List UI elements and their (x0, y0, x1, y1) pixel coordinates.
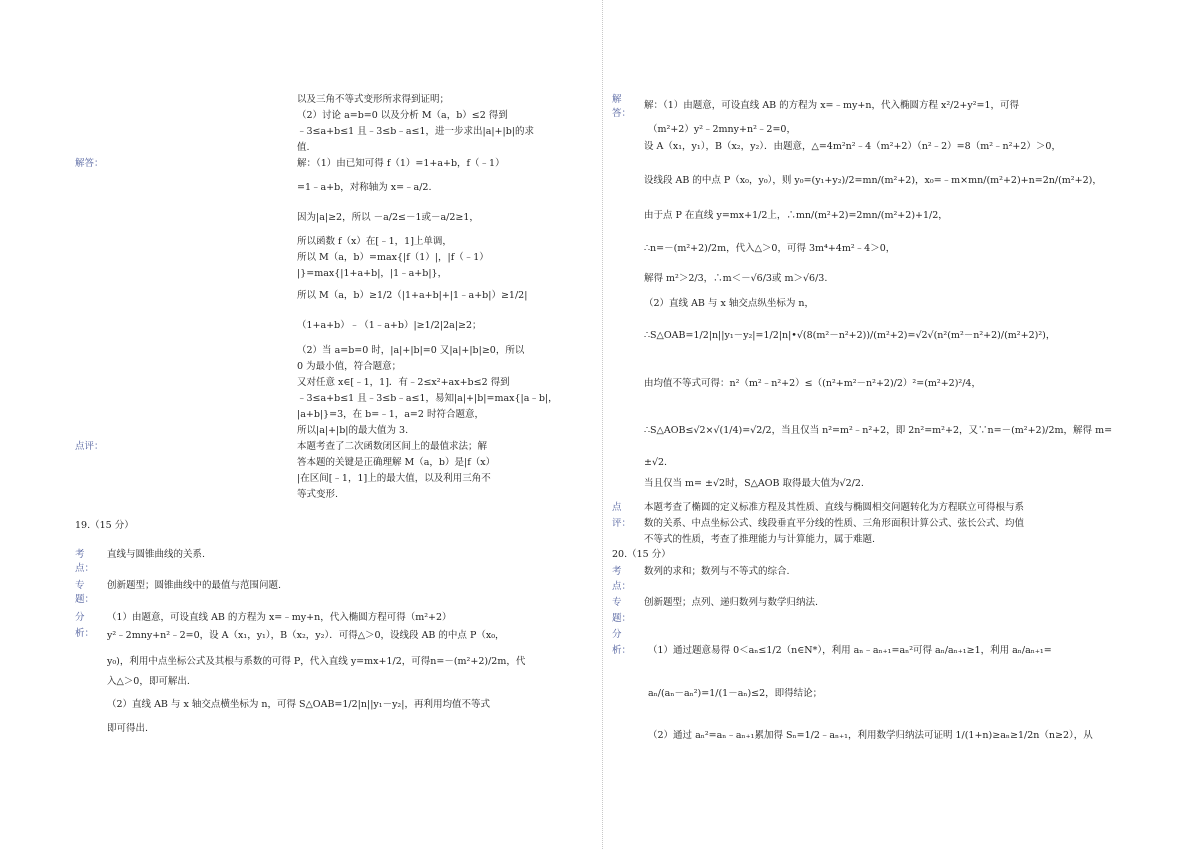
q18-analysis-line: （2）讨论 a=b=0 以及分析 M（a，b）≤2 得到 (297, 110, 508, 121)
q18-comment-label: 点评： (75, 441, 104, 452)
q18-answer-line: 0 为最小值，符合题意； (297, 361, 402, 372)
q19-answer-line: 设 A（x₁，y₁），B（x₂，y₂）．由题意，△=4m²n²﹣4（m²+2）（n²﹣2）=8（m²﹣n²+2）＞0， (644, 141, 1061, 152)
q19-analysis-line: 即可得出. (107, 723, 149, 734)
q20-analysis-line: （2）通过 aₙ²=aₙ﹣aₙ₊₁累加得 Sₙ=1/2﹣aₙ₊₁，利用数学归纳法可证明 1/(1+n)≥aₙ≥1/2n（n≥2），从 (648, 730, 1093, 741)
q19-comment-label: 点 (612, 502, 622, 513)
q19-answer-line: ∴n=－(m²+2)/2m，代入△＞0，可得 3m⁴+4m²﹣4＞0， (644, 243, 896, 254)
q18-answer-line: 因为|a|≥2，所以 －a/2≤－1或－a/2≥1， (297, 212, 479, 223)
q19-topic-label: 专 (75, 580, 85, 591)
q19-analysis-label: 分 (75, 612, 85, 623)
q18-comment-line: 答本题的关键是正确理解 M（a，b）是|f（x） (297, 457, 496, 468)
q18-answer-line: |a+b|}=3，在 b=﹣1，a=2 时符合题意， (297, 409, 484, 420)
q18-comment-line: 等式变形. (297, 489, 339, 500)
q19-topic: 创新题型；圆锥曲线中的最值与范围问题. (107, 580, 282, 591)
q20-topic: 创新题型；点列、递归数列与数学归纳法. (644, 597, 819, 608)
q20-analysis-label: 分 (612, 629, 622, 640)
q20-analysis-label: 析： (612, 645, 632, 656)
q20-analysis-line: （1）通过题意易得 0＜aₙ≤1/2（n∈N*），利用 aₙ﹣aₙ₊₁=aₙ²可得 aₙ/aₙ₊₁≥1，利用 aₙ/aₙ₊₁= (648, 645, 1052, 656)
q18-answer-line: 所以 M（a，b）=max{|f（1）|，|f（﹣1） (297, 252, 489, 263)
q18-answer-line: 所以 M（a，b）≥1/2（|1+a+b|+|1﹣a+b|）≥1/2| (297, 290, 528, 301)
q19-answer-line: 由于点 P 在直线 y=mx+1/2上，∴mn/(m²+2)=2mn/(m²+2)+1/2， (644, 210, 948, 221)
q19-point: 直线与圆锥曲线的关系. (107, 549, 206, 560)
q20-header: 20.（15 分） (612, 549, 671, 560)
q18-answer-line: =1﹣a+b，对称轴为 x=﹣a/2. (297, 182, 432, 193)
q18-comment-line: 本题考查了二次函数闭区间上的最值求法；解 (297, 441, 488, 452)
q20-point-label: 考 (612, 566, 622, 577)
q18-answer-line: 解：（1）由已知可得 f（1）=1+a+b，f（﹣1） (297, 158, 505, 169)
q19-answer-line: ±√2. (644, 457, 668, 468)
q18-answer-line: （2）当 a=b=0 时，|a|+|b|=0 又|a|+|b|≥0，所以 (297, 345, 525, 356)
q18-answer-label: 解答： (75, 158, 104, 169)
q18-answer-line: ﹣3≤a+b≤1 且﹣3≤b﹣a≤1，易知|a|+|b|=max{|a﹣b|， (297, 393, 558, 404)
q18-analysis-line: 值. (297, 142, 310, 153)
q20-topic-label: 题： (612, 613, 632, 624)
right-page (604, 0, 1200, 849)
q19-answer-line: 解得 m²＞2/3，∴m＜－√6/3或 m＞√6/3. (644, 273, 828, 284)
q19-comment-line: 数的关系、中点坐标公式、线段垂直平分线的性质、三角形面积计算公式、弦长公式、均值 (644, 518, 1025, 529)
q19-comment-line: 不等式的性质，考查了推理能力与计算能力，属于难题. (644, 534, 876, 545)
q19-answer-line: （m²+2）y²﹣2mny+n²﹣2=0， (648, 124, 796, 135)
q20-analysis-line: aₙ/(aₙ－aₙ²)=1/(1－aₙ)≤2，即得结论； (648, 688, 823, 699)
q19-analysis-line: y₀)，利用中点坐标公式及其根与系数的可得 P，代入直线 y=mx+1/2，可得n=－(m²+2)/2m，代 (107, 656, 526, 667)
q20-point-label: 点： (612, 581, 632, 592)
q19-answer-line: 设线段 AB 的中点 P（x₀，y₀），则 y₀=(y₁+y₂)/2=mn/(m²+2)，x₀=﹣m×mn/(m²+2)+n=2n/(m²+2)， (644, 175, 1102, 186)
q19-comment-label: 评： (612, 518, 632, 529)
q19-answer-label: 答： (612, 108, 632, 119)
q19-answer-line: 当且仅当 m= ±√2时，S△AOB 取得最大值为√2/2. (644, 478, 864, 489)
q19-topic-label: 题： (75, 594, 95, 605)
page-divider (602, 0, 603, 849)
q19-point-label: 点： (75, 563, 95, 574)
q18-answer-line: 所以函数 f（x）在[﹣1，1]上单调， (297, 236, 452, 247)
q19-analysis-line: y²﹣2mny+n²﹣2=0，设 A（x₁，y₁），B（x₂，y₂）．可得△＞0，设线段 AB 的中点 P（x₀， (107, 630, 505, 641)
q18-answer-line: 又对任意 x∈[﹣1，1]．有﹣2≤x²+ax+b≤2 得到 (297, 377, 510, 388)
q18-analysis-line: 以及三角不等式变形所求得到证明； (297, 94, 450, 105)
q19-analysis-line: （2）直线 AB 与 x 轴交点横坐标为 n，可得 S△OAB=1/2|n||y₁－y₂|，再利用均值不等式 (107, 699, 490, 710)
q19-answer-label: 解 (612, 94, 622, 105)
q19-answer-line: （2）直线 AB 与 x 轴交点纵坐标为 n， (644, 298, 814, 309)
q19-analysis-line: 入△＞0，即可解出. (107, 676, 190, 687)
q18-answer-line: （1+a+b）﹣（1﹣a+b）|≥1/2|2a|≥2； (297, 320, 482, 331)
q20-point: 数列的求和；数列与不等式的综合. (644, 566, 790, 577)
q19-answer-line: ∴S△AOB≤√2×√(1/4)=√2/2，当且仅当 n²=m²﹣n²+2，即 2n²=m²+2，又∵n=－(m²+2)/2m，解得 m= (644, 425, 1113, 436)
q19-answer-line: ∴S△OAB=1/2|n||y₁－y₂|=1/2|n|•√(8(m²－n²+2))/(m²+2)=√2√(n²(m²－n²+2)/(m²+2)²)， (644, 330, 1056, 341)
q18-answer-line: 所以|a|+|b|的最大值为 3. (297, 425, 409, 436)
q19-analysis-label: 析： (75, 628, 95, 639)
q19-answer-line: 由均值不等式可得：n²（m²﹣n²+2）≤（(n²+m²－n²+2)/2）²=(m²+2)²/4， (644, 378, 981, 389)
q18-analysis-line: ﹣3≤a+b≤1 且﹣3≤b﹣a≤1，进一步求出|a|+|b|的求 (297, 126, 534, 137)
q19-header: 19.（15 分） (75, 520, 134, 531)
q19-answer-line: 解：（1）由题意，可设直线 AB 的方程为 x=﹣my+n，代入椭圆方程 x²/2+y²=1，可得 (644, 100, 1020, 111)
q19-point-label: 考 (75, 549, 85, 560)
q18-answer-line: |}=max{|1+a+b|，|1﹣a+b|}， (297, 268, 448, 279)
q20-topic-label: 专 (612, 597, 622, 608)
q19-comment-line: 本题考查了椭圆的定义标准方程及其性质、直线与椭圆相交问题转化为方程联立可得根与系 (644, 502, 1025, 513)
q19-analysis-line: （1）由题意，可设直线 AB 的方程为 x=﹣my+n，代入椭圆方程可得（m²+2） (107, 612, 452, 623)
q18-comment-line: |在区间[﹣1，1]上的最大值，以及利用三角不 (297, 473, 491, 484)
